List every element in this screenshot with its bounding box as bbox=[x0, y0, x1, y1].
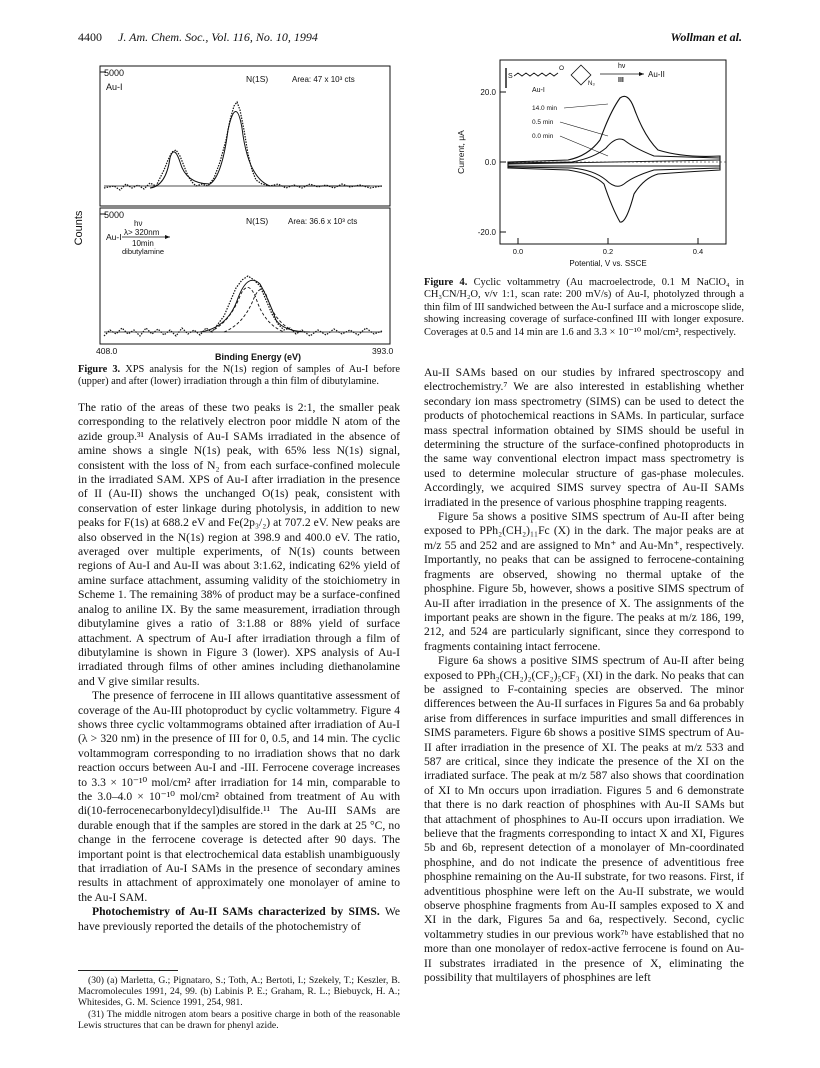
body-column-right bbox=[424, 366, 744, 985]
figure-3-top-sample: Au-I bbox=[106, 82, 123, 92]
body-paragraph-section-start bbox=[78, 905, 400, 934]
figure-3-bottom-spectrum bbox=[104, 276, 382, 336]
figure-3-bottom-fit-1 bbox=[210, 287, 284, 332]
figure-3-bottom-area: Area: 36.6 x 10³ cts bbox=[288, 217, 358, 226]
figure-3-caption-label: Figure 3. bbox=[78, 364, 121, 375]
figure-3-bottom-ytick: 5000 bbox=[104, 210, 125, 220]
figure-3-xps-spectra bbox=[70, 58, 400, 364]
figure-4-caption-label: Figure 4. bbox=[424, 277, 468, 288]
figure-4-cv-05min bbox=[508, 139, 720, 186]
figure-3-bottom-hv: hν bbox=[134, 219, 143, 228]
footnote-rule bbox=[78, 970, 178, 971]
figure-3-top-frame bbox=[100, 66, 390, 206]
figure-4-caption bbox=[424, 277, 744, 339]
figure-4-plot bbox=[448, 52, 738, 276]
figure-3-bottom-wavelength: λ> 320nm bbox=[124, 228, 160, 237]
running-header bbox=[78, 30, 742, 48]
figure-4-curve-label-14min: 14.0 min bbox=[532, 105, 557, 112]
figure-4-xlabel: Potential, V vs. SSCE bbox=[569, 259, 647, 268]
section-heading: Photochemistry of Au-II SAMs characterized by SIMS. bbox=[92, 905, 380, 919]
figure-4-scheme-hv: hν bbox=[618, 63, 626, 70]
figure-3-xtick-left: 408.0 bbox=[96, 346, 118, 356]
figure-4-curve-label-05min: 0.5 min bbox=[532, 119, 554, 126]
body-paragraph: The ratio of the areas of these two peaks is 2:1, the smaller peak corresponding to the relatively electron poor middle N atom of the azide group.³¹ Analysis of Au-I SAMs irradiated in the absence of amine shows a single N(1s) peak, with 65% less N(1s) signal, consistent with the loss of N₂ from each surface-confined molecule in the irradiated SAM. XPS of Au-I after irradiation in the presence of II (Au-II) shows the unchanged O(1s) peak, consistent with conservation of ester linkage during photolysis, in addition to new peaks for F(1s) at 688.2 eV and Fe(2p₃/₂) at 707.2 eV. New peaks are also observed in the N(1s) region at 398.9 and 400.0 eV. The ratio, averaged over multiple experiments, of N(1s) counts between regions of Au-I and Au-II was about 3:1.62, indicating 62% yield of amine surface attachment, assuming validity of the stoichiometry in Scheme 1. The remaining 38% of product may be a surface-confined analog to aniline IX. By the same measurement, irradiation through dibutylamine gives a ratio of 3:1.88 or 88% yield of surface attachment. A spectrum of Au-I after irradiation through a film of dibutylamine is shown in Figure 3 (lower). XPS analysis of Au-I irradiated through films of other amines including diethanolamine and V give similar results. bbox=[78, 401, 400, 688]
figure-4-xtick-04: 0.4 bbox=[692, 247, 704, 256]
figure-4-ytick-20: 20.0 bbox=[480, 88, 496, 97]
figure-4-scheme-reagent: III bbox=[618, 77, 624, 84]
figure-3-bottom-sample: Au-I bbox=[106, 232, 122, 242]
figure-3-top-area: Area: 47 x 10³ cts bbox=[292, 75, 355, 84]
running-authors: Wollman et al. bbox=[670, 30, 742, 44]
figure-4-scheme bbox=[506, 63, 665, 94]
figure-4-scheme-left: Au-I bbox=[532, 87, 545, 94]
figure-4-scheme-n3: N₃ bbox=[588, 81, 595, 87]
figure-3-top-peak: N(1S) bbox=[246, 74, 269, 84]
figure-4-cv-14min bbox=[508, 96, 720, 222]
figure-3-xtick-right: 393.0 bbox=[372, 346, 394, 356]
figure-3-top-spectrum bbox=[104, 102, 382, 190]
figure-3-top-ytick: 5000 bbox=[104, 68, 125, 78]
figure-4-cyclic-voltammetry bbox=[448, 52, 738, 276]
figure-4-xtick-02: 0.2 bbox=[602, 247, 614, 256]
figure-3-top-fit bbox=[150, 111, 370, 188]
figure-3-bottom-fit-2 bbox=[224, 289, 296, 332]
footnote-31: (31) The middle nitrogen atom bears a positive charge in both of the reasonable Lewis structures that can be drawn for phenyl azide. bbox=[78, 1008, 400, 1031]
figure-4-ytick-neg20: -20.0 bbox=[477, 228, 496, 237]
body-column-left bbox=[78, 401, 400, 934]
body-paragraph: Figure 6a shows a positive SIMS spectrum of Au-II after being exposed to PPh₂(CH₂)₂(CF₂)₅CF₃ (XI) in the dark. No peaks that can be assigned to F-containing species are observed. The minor differences between the Au-II surfaces in Figures 5a and 6a probably arise from differences in surface impurities and small differences in SIMS parameters. Figure 6b shows a positive SIMS spectrum of Au-II after irradiation in the presence of XI. The peaks at m/z 533 and 587 are critical, since they indicate the presence of the XI on the irradiated surface. The peak at m/z 587 also shows that coordination of XI to Mn occurs upon irradiation. Figures 5 and 6 demonstrate that there is no dark reaction of phosphines with Au-II SAMs but that attachment of phosphines to Au-II occurs upon irradiation. We believe that the fragments corresponding to intact X and XI, Figures 5b and 6b, represent detection of a monolayer of Mn-coordinated phosphine, and do not indicate the presence of adventitious free phosphine remaining on the Au-II substrate, for two reasons. First, if adventitious phosphine were left on the Au-II substrate, we would observe phosphine fragments from Au-II samples exposed to X and XI in the dark, Figures 5a and 6a, respectively. Second, cyclic voltammetry studies in our previous work⁷ᵇ have established that no more than one monolayer of redox-active ferrocene is found on Au-II substrates irradiated in the presence of X, eliminating the possibility that multilayers of phosphines are left bbox=[424, 654, 744, 985]
figure-4-ylabel: Current, μA bbox=[456, 130, 466, 174]
figure-3-bottom-peak: N(1S) bbox=[246, 216, 269, 226]
body-paragraph: Figure 5a shows a positive SIMS spectrum of Au-II after being exposed to PPh₂(CH₂)₁₁Fc (X) in the dark. The major peaks are at m/z 55 and 252 and are assigned to Mn⁺ and Au-Mn⁺, respectively. Importantly, no peaks that can be assigned to ferrocene-containing fragments are observed, showing no thermal uptake of the phosphine. Figure 5b, however, shows a positive SIMS spectrum of Au-II after irradiation in the presence of X. The assignments of the important peaks are shown in the figure. The peaks at m/z 186, 199, 212, and 524 are particularly significant, since they correspond to fragments containing intact ferrocene. bbox=[424, 510, 744, 653]
figure-3-caption-text: XPS analysis for the N(1s) region of samples of Au-I before (upper) and after (lower) irradiation through a thin film of dibutylamine. bbox=[78, 364, 400, 388]
footnote-30: (30) (a) Marletta, G.; Pignataro, S.; Toth, A.; Bertoti, I.; Szekely, T.; Keszler, B. Macromolecules 1991, 24, 99. (b) Labinis P. E.; Graham, R. L.; Biebuyck, H. A.; Whitesides, G. M. Science 1991, 254, 981. bbox=[78, 975, 400, 1009]
section-first-line: We have previously reported the details of the photochemistry of bbox=[78, 905, 400, 933]
figure-3-caption bbox=[78, 364, 400, 389]
body-paragraph: Au-II SAMs based on our studies by infrared spectroscopy and electrochemistry.⁷ We are also interested in establishing whether secondary ion mass spectrometry (SIMS) can be used to detect the products of photochemical reactions in SAMs. In particular, surface mass spectral information obtained by SIMS should be useful in determining the structure of the surface-confined photoproducts in the same way conventional electron impact mass spectrometry is used to determine molecular structure of gas-phase molecules. Accordingly, we acquired SIMS survey spectra of Au-II SAMs irradiated in the presence of various phosphine trapping reagents. bbox=[424, 366, 744, 509]
figure-3-ylabel: Counts bbox=[73, 210, 85, 246]
svg-text:S: S bbox=[508, 73, 513, 80]
journal-citation: J. Am. Chem. Soc., Vol. 116, No. 10, 1994 bbox=[118, 30, 318, 44]
body-paragraph: The presence of ferrocene in III allows quantitative assessment of coverage of the Au-III photoproduct by cyclic voltammetry. Figure 4 shows three cyclic voltammograms obtained after irradiation of Au-I (λ > 320 nm) in the presence of III for 0, 0.5, and 14 min. The cyclic voltammogram corresponding to no irradiation shows that no dark reaction occurs between Au-I and -III. Ferrocene coverage increases to 3.3 × 10⁻¹⁰ mol/cm² after irradiation for 14 min, comparable to the 3.0–4.0 × 10⁻¹⁰ mol/cm² obtained from treatment of Au with di(10-ferrocenecarbonyldecyl)disulfide.¹¹ The Au-III SAMs are durable enough that if the samples are stored in the dark at 25 °C, no change in the ferrocene coverage is detected after 90 days. The important point is that electrochemical data establish unambiguously that irradiation of Au-I SAMs in the presence of secondary amines results in attachment of approximately one monolayer of amine to the Au-I SAM. bbox=[78, 689, 400, 904]
figure-3-bottom-reagent: dibutylamine bbox=[122, 247, 165, 256]
footnotes bbox=[78, 975, 400, 1031]
figure-4-curve-label-0min: 0.0 min bbox=[532, 133, 554, 140]
figure-4-ytick-0: 0.0 bbox=[484, 158, 496, 167]
svg-text:O: O bbox=[559, 65, 565, 72]
figure-4-xtick-0: 0.0 bbox=[512, 247, 524, 256]
figure-4-scheme-right: Au-II bbox=[648, 70, 665, 79]
figure-3-bottom-fit-sum bbox=[200, 280, 310, 332]
figure-3-bottom-time: 10min bbox=[132, 239, 154, 248]
page-number: 4400 bbox=[78, 30, 102, 44]
figure-3-plot bbox=[70, 58, 400, 364]
figure-3-xlabel: Binding Energy (eV) bbox=[214, 352, 302, 362]
figure-4-caption-text: Cyclic voltammetry (Au macroelectrode, 0.1 M NaClO₄ in CH₃CN/H₂O, v/v 1:1, scan rate: 200 mV/s) of Au-I, photolyzed through a thin film of III sandwiched between the Au-I surface and a microscope slide, showing increasing coverage of surface-confined III with longer exposure. Coverages at 0.5 and 14 min are 1.6 and 3.3 × 10⁻¹⁰ mol/cm², respectively. bbox=[424, 277, 744, 338]
